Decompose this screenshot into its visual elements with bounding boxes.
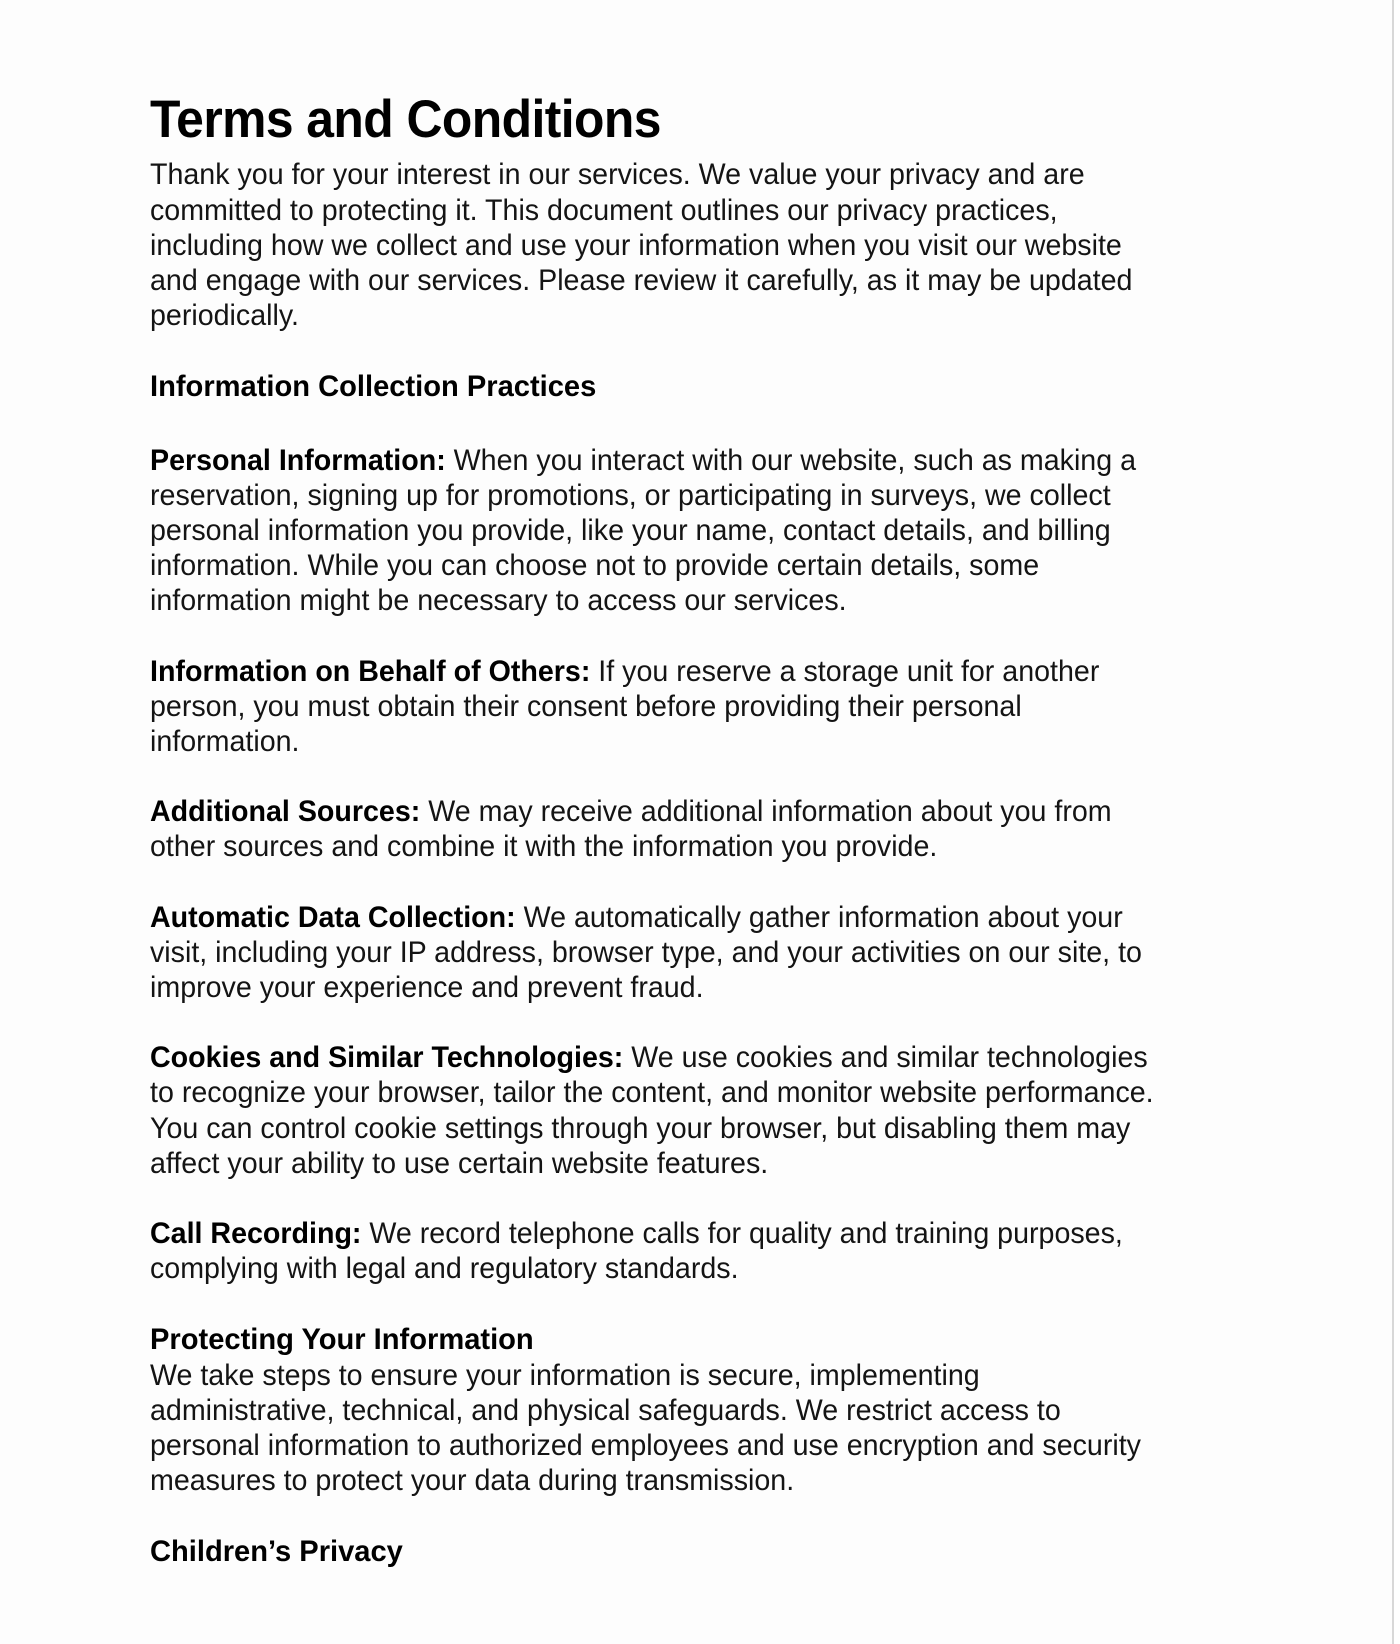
subsection-body-information-on-behalf-of-others: If you reserve a storage unit for another person, you must obtain their consent before providing their personal information. bbox=[150, 654, 1100, 758]
subsection-personal-information bbox=[150, 443, 1169, 619]
document-content bbox=[150, 90, 1172, 1570]
page-edge-gutter bbox=[1396, 0, 1400, 1644]
subsection-body-additional-sources: We may receive additional information about you from other sources and combine it with the information you provide. bbox=[150, 795, 1112, 864]
subsection-lead-call-recording: Call Recording: bbox=[150, 1217, 362, 1251]
subsection-call-recording bbox=[150, 1216, 1169, 1286]
section-heading-childrens-privacy: Children’s Privacy bbox=[150, 1535, 403, 1569]
subsection-additional-sources bbox=[150, 794, 1169, 864]
intro-paragraph: Thank you for your interest in our services. We value your privacy and are committed to protecting it. This document outlines our privacy practices, including how we collect and use your information when you visit our website and engage with our services. Please review it carefully, as it may be updated periodically. bbox=[150, 158, 1133, 333]
subsection-body-personal-information: When you interact with our website, such as making a reservation, signing up for promotions, or participating in surveys, we collect personal information you provide, like your name, contact details, and billing information. While you can choose not to provide certain details, some information might be necessary to access our services. bbox=[150, 443, 1137, 618]
subsection-lead-information-on-behalf-of-others: Information on Behalf of Others: bbox=[150, 654, 591, 688]
section-heading-information-collection-practices: Information Collection Practices bbox=[150, 370, 597, 404]
subsection-lead-cookies-and-similar-technologies: Cookies and Similar Technologies: bbox=[150, 1041, 624, 1075]
section-heading-protecting-your-information: Protecting Your Information bbox=[150, 1323, 534, 1357]
section-body-protecting-your-information: We take steps to ensure your information is secure, implementing administrative, technical, and physical safeguards. We restrict access to personal information to authorized employees and use encryption and security measures to protect your data during transmission. bbox=[150, 1358, 1141, 1498]
subsection-body-automatic-data-collection: We automatically gather information about your visit, including your IP address, browser type, and your activities on our site, to improve your experience and prevent fraud. bbox=[150, 900, 1142, 1005]
subsection-lead-personal-information: Personal Information: bbox=[150, 443, 446, 477]
subsection-lead-automatic-data-collection: Automatic Data Collection: bbox=[150, 900, 516, 934]
page-title: Terms and Conditions bbox=[150, 90, 661, 149]
subsection-body-call-recording: We record telephone calls for quality and training purposes, complying with legal and regulatory standards. bbox=[150, 1217, 1123, 1286]
subsection-lead-additional-sources: Additional Sources: bbox=[150, 795, 421, 829]
subsection-cookies-and-similar-technologies bbox=[150, 1040, 1169, 1181]
subsection-body-cookies-and-similar-technologies: We use cookies and similar technologies to recognize your browser, tailor the content, and monitor website performance. You can control cookie settings through your browser, but disabling them may affect your ability to use certain website features. bbox=[150, 1041, 1154, 1180]
subsection-automatic-data-collection bbox=[150, 900, 1169, 1006]
subsection-information-on-behalf-of-others bbox=[150, 654, 1169, 760]
